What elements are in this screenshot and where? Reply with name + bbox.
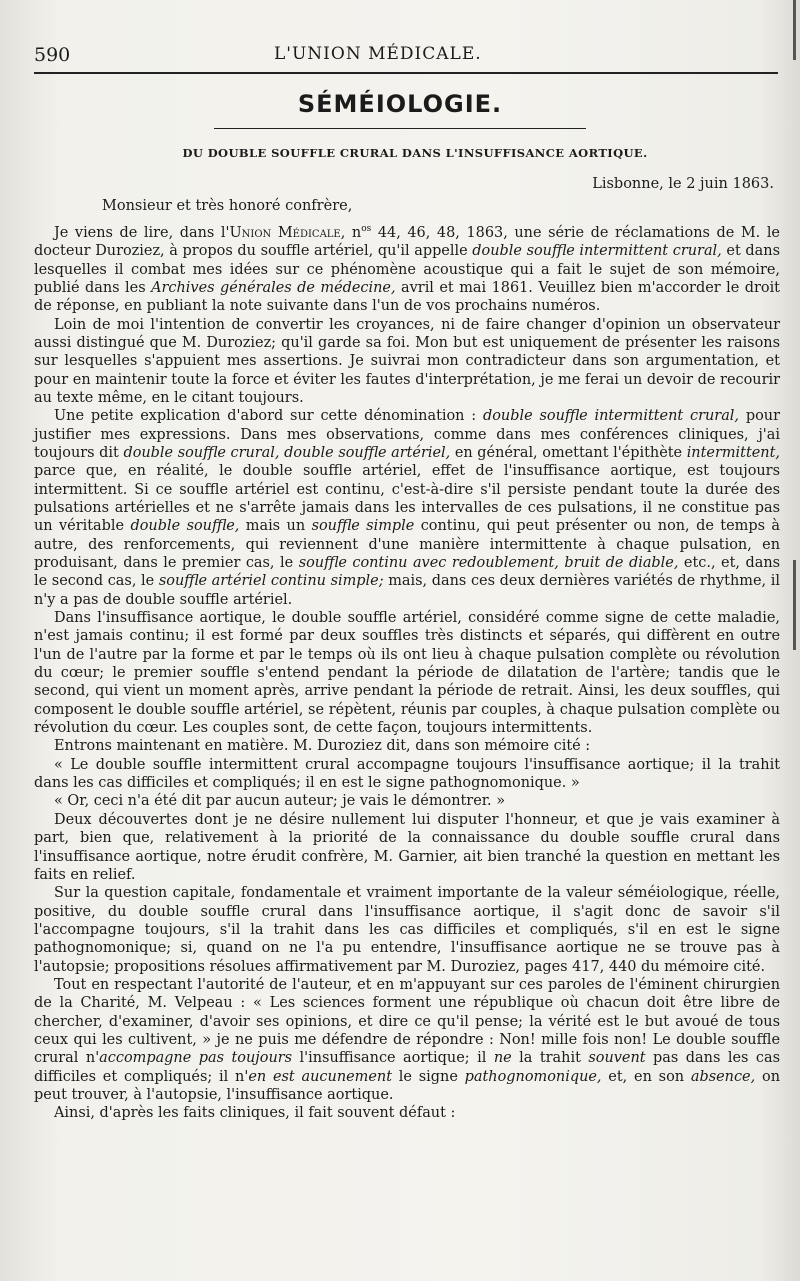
place-date: Lisbonne, le 2 juin 1863. [592,176,774,192]
paragraph: Ainsi, d'après les faits cliniques, il fait souvent défaut : [54,1105,456,1122]
article-body [34,220,780,1123]
paragraph: Deux découvertes dont je ne désire nullement lui disputer l'honneur, et que je vais examiner à part, bien que, relativement à la priorité de la connaissance du double souffle crural dans l'insuffisance aortique, notre érudit confrère, M. Garnier, ait bien tranché la question en mettant les faits en relief. [34,811,780,883]
quotation: « Or, ceci n'a été dit par aucun auteur; je vais le démontrer. » [54,793,506,810]
page-header [34,38,778,74]
paragraph: Je viens de lire, dans l'Union Médicale, $n^{os}$ 44, 46, 48, 1863, une série de réclamations de M. le docteur Duroziez, à propos du souffle artériel, qu'il appelle double souffle intermittent crural, et dans lesquelles il combat mes idées sur ce phénomène acoustique qui a fait le sujet de son mémoire, publié dans les Archives générales de médecine, avril et mai 1861. Veuillez bien m'accorder le droit de réponse, en publiant la note suivante dans l'un de vos prochains numéros. [34,224,780,315]
running-head: L'UNION MÉDICALE. [274,44,482,64]
salutation: Monsieur et très honoré confrère, [102,198,353,214]
title-rule [214,128,586,129]
page-edge-mark [793,560,796,650]
article-title: DU DOUBLE SOUFFLE CRURAL DANS L'INSUFFISANCE AORTIQUE. [182,146,648,160]
page-number: 590 [34,44,71,66]
page-edge-mark [793,0,796,60]
quotation: « Le double souffle intermittent crural accompagne toujours l'insuffisance aortique; il la trahit dans les cas difficiles et compliqués; il en est le signe pathognomonique. » [34,756,780,792]
paragraph: Une petite explication d'abord sur cette dénomination : double souffle intermittent crural, pour justifier mes expressions. Dans mes observations, comme dans mes conférences cliniques, j'ai toujours dit double souffle crural, double souffle artériel, en général, omettant l'épithète intermittent, parce que, en réalité, le double souffle artériel, effet de l'insuffisance aortique, est toujours intermittent. Si ce souffle artériel est continu, c'est-à-dire s'il persiste pendant toute la durée des pulsations artérielles et ne s'arrête jamais dans les intervalles de ces pulsations, il ne constitue pas un véritable double souffle, mais un souffle simple continu, qui peut présenter ou non, de temps à autre, des renforcements, qui reviennent d'une manière intermittente à chaque pulsation, en produisant, dans le premier cas, le souffle continu avec redoublement, bruit de diable, etc., et, dans le second cas, le souffle artériel continu simple; mais, dans ces deux dernières variétés de rhythme, il n'y a pas de double souffle artériel. [34,408,781,608]
paragraph: Tout en respectant l'autorité de l'auteur, et en m'appuyant sur ces paroles de l'éminent chirurgien de la Charité, M. Velpeau : « Les sciences forment une république où chacun doit être libre de chercher, d'examiner, d'avoir ses opinions, et dire ce qu'il pense; la vérité est le but avoué de tous ceux qui les cultivent, » je ne puis me défendre de répondre : Non! mille fois non! Le double souffle crural n'accompagne pas toujours l'insuffisance aortique; il ne la trahit souvent pas dans les cas difficiles et compliqués; il n'en est aucunement le signe pathognomonique, et, en son absence, on peut trouver, à l'autopsie, l'insuffisance aortique. [34,976,780,1103]
paragraph: Sur la question capitale, fondamentale et vraiment importante de la valeur séméiologique, réelle, positive, du double souffle crural dans l'insuffisance aortique, il s'agit donc de savoir s'il l'accompagne toujours, s'il la trahit dans les cas difficiles et compliqués, s'il en est le signe pathognomonique; si, quand on ne l'a pu entendre, l'insuffisance aortique ne se trouve pas à l'autopsie; propositions résolues affirmativement par M. Duroziez, pages 417, 440 du mémoire cité. [34,885,780,975]
section-title: SÉMÉIOLOGIE. [297,90,503,118]
paragraph: Entrons maintenant en matière. M. Duroziez dit, dans son mémoire cité : [54,738,591,755]
paragraph: Loin de moi l'intention de convertir les croyances, ni de faire changer d'opinion un observateur aussi distingué que M. Duroziez; qu'il garde sa foi. Mon but est uniquement de présenter les raisons sur lesquelles s'appuient mes assertions. Je suivrai mon contradicteur dans son argumentation, et pour en maintenir toute la force et éviter les fautes d'interprétation, je me ferai un devoir de recourir au texte même, en le citant toujours. [34,316,780,406]
paragraph: Dans l'insuffisance aortique, le double souffle artériel, considéré comme signe de cette maladie, n'est jamais continu; il est formé par deux souffles très distincts et séparés, qui diffèrent en outre l'un de l'autre par la forme et par le temps où ils ont lieu à chaque pulsation complète ou révolution du cœur; le premier souffle s'entend pendant la période de dilatation de l'artère; tandis que le second, qui vient un moment après, arrive pendant la période de retrait. Ainsi, les deux souffles, qui composent le double souffle artériel, se répètent, réunis par couples, à chaque pulsation complète ou révolution du cœur. Les couples sont, de cette façon, toujours intermittents. [34,610,780,737]
header-rule [34,72,778,74]
